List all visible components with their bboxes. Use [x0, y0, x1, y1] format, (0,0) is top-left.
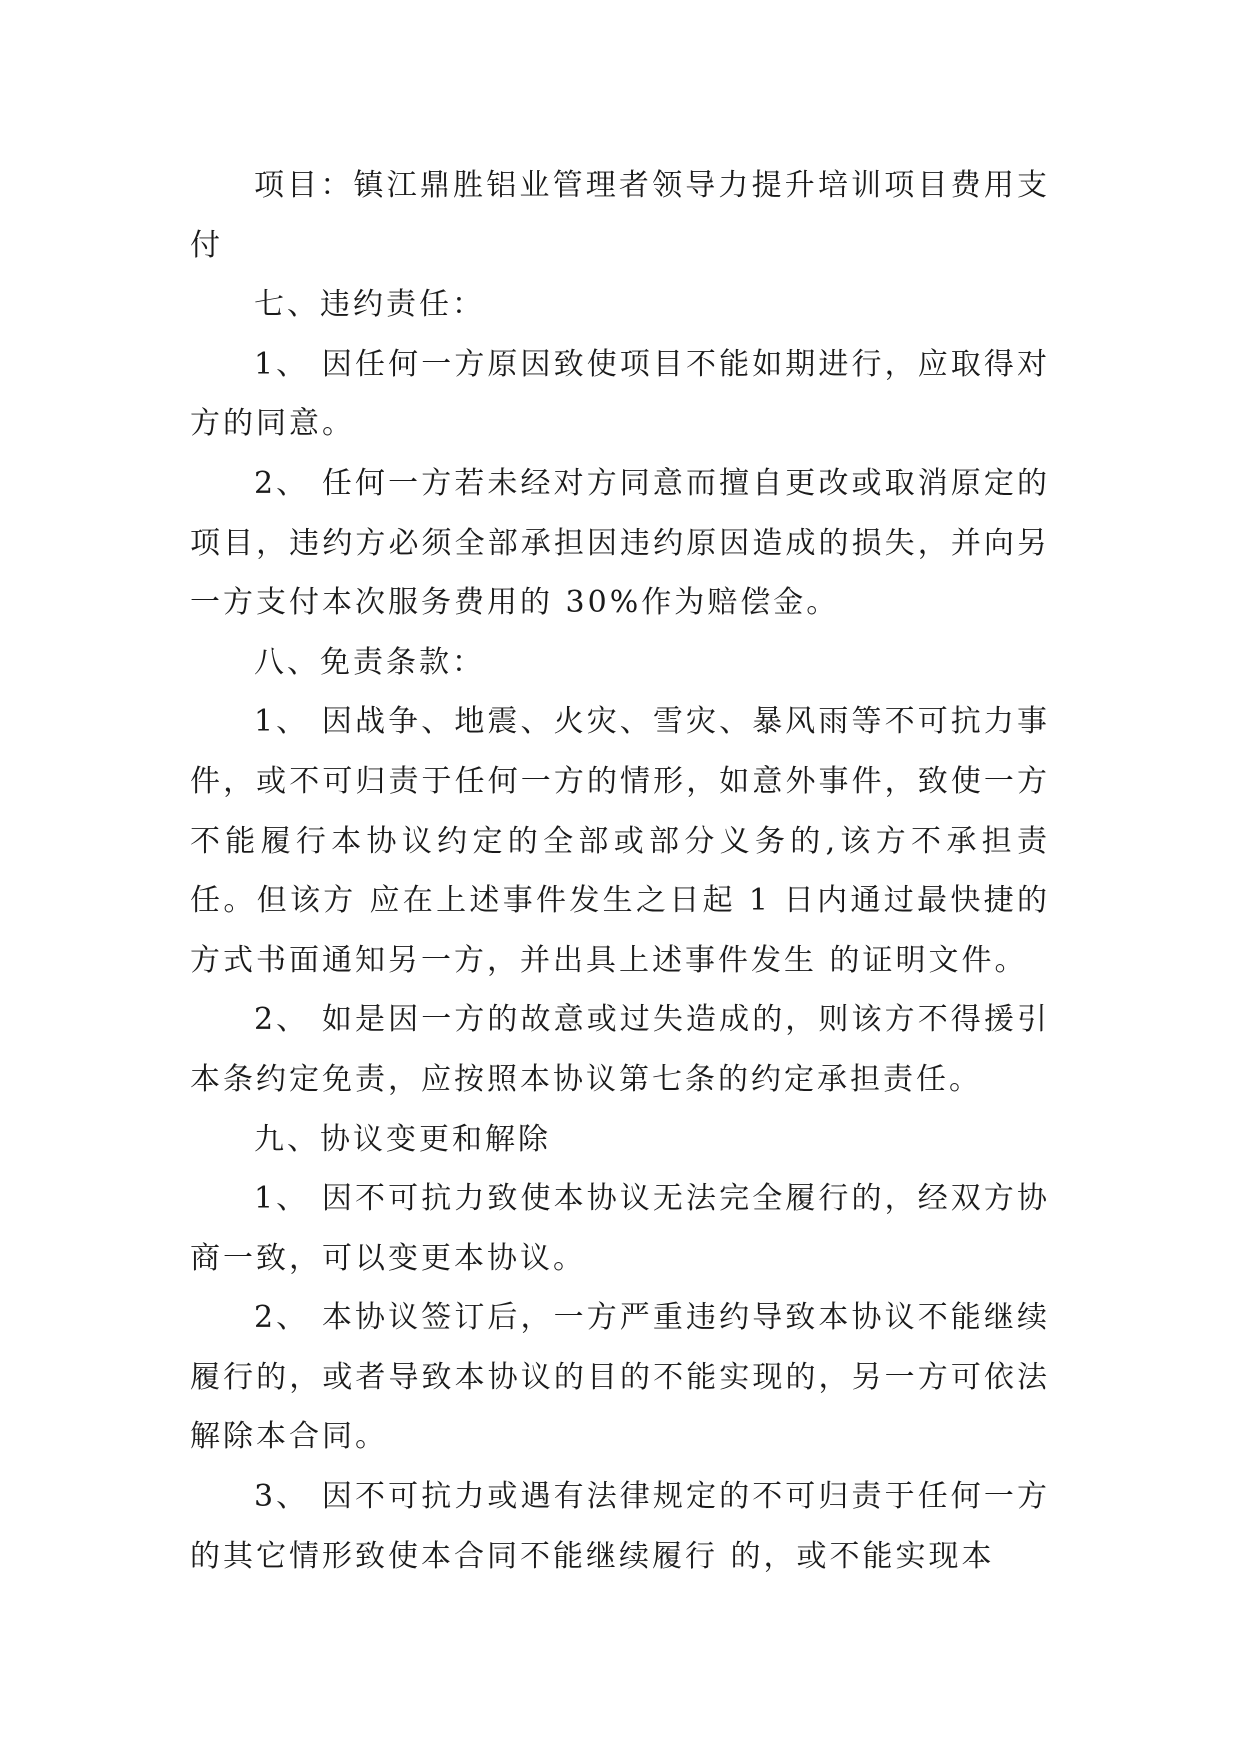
heading-breach-liability: 七、违约责任： — [254, 287, 485, 323]
paragraph-breach-1: 1、 因任何一方原因致使项目不能如期进行，应取得对方的同意。 — [190, 346, 1050, 442]
paragraph-change-1: 1、 因不可抗力致使本协议无法完全履行的，经双方协商一致，可以变更本协议。 — [190, 1181, 1050, 1276]
paragraph-change-2: 2、 本协议签订后，一方严重违约导致本协议不能继续履行的，或者导致本协议的目的不能实现的，另一方可依法解除本合同。 — [190, 1300, 1050, 1455]
paragraph-project-payment: 项目：镇江鼎胜铝业管理者领导力提升培训项目费用支付 — [190, 168, 1050, 263]
paragraph-exemption-1: 1、 因战争、地震、火灾、雪灾、暴风雨等不可抗力事件，或不可归责于任何一方的情形，如意外事件，致使一方不能履行本协议约定的全部或部分义务的,该方不承担责任。但该方 应在上述事件发生之日起 1 日内通过最快捷的方式书面通知另一方，并出具上述事件发生 的证明文件。 — [190, 704, 1050, 978]
paragraph-exemption-2: 2、 如是因一方的故意或过失造成的，则该方不得援引本条约定免责，应按照本协议第七条的约定承担责任。 — [190, 1002, 1050, 1097]
heading-agreement-change: 九、协议变更和解除 — [254, 1121, 551, 1157]
paragraph-breach-2: 2、 任何一方若未经对方同意而擅自更改或取消原定的项目，违约方必须全部承担因违约原因造成的损失，并向另一方支付本次服务费用的 30%作为赔偿金。 — [190, 465, 1050, 621]
paragraph-change-3: 3、 因不可抗力或遇有法律规定的不可归责于任何一方的其它情形致使本合同不能继续履行 的，或不能实现本 — [190, 1479, 1050, 1574]
heading-exemption-clause: 八、免责条款： — [254, 644, 485, 680]
document-body — [190, 156, 1050, 1586]
